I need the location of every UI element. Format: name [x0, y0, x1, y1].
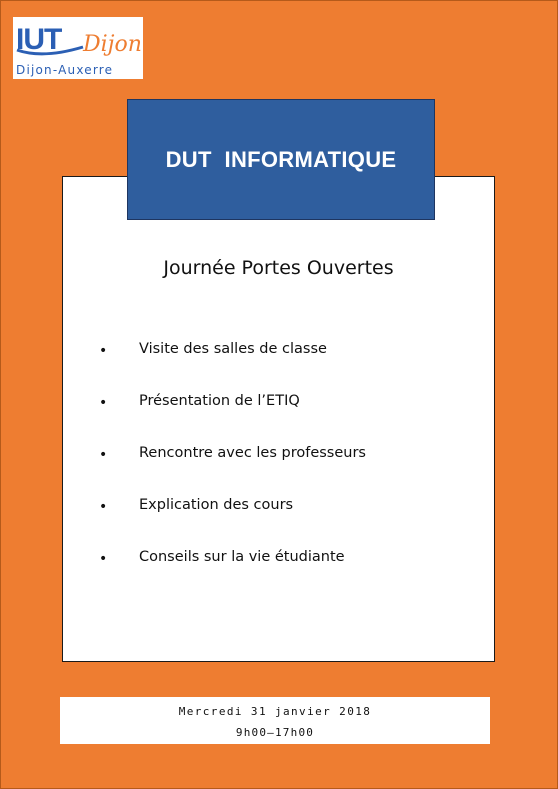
- bullet-icon: •: [99, 343, 108, 359]
- logo-mark-text: IUT: [16, 23, 62, 56]
- logo-location-text: Dijon-Auxerre: [16, 63, 114, 77]
- event-hours: 9h00—17h00: [235, 726, 315, 739]
- event-date: Mercredi 31 janvier 2018: [178, 705, 372, 718]
- title-banner: [127, 99, 435, 220]
- bullet-icon: •: [99, 499, 108, 515]
- page-title: DUT INFORMATIQUE: [165, 146, 397, 172]
- bullet-icon: •: [99, 447, 108, 463]
- event-subtitle: Journée Portes Ouvertes: [163, 257, 394, 279]
- list-item-label: Conseils sur la vie étudiante: [139, 549, 345, 565]
- list-item-label: Visite des salles de classe: [139, 341, 327, 357]
- logo-city-text: Dijon: [83, 32, 142, 57]
- date-footer: [60, 697, 490, 744]
- list-item-label: Explication des cours: [139, 497, 294, 513]
- iut-logo: [13, 17, 143, 79]
- list-item-label: Présentation de l’ETIQ: [139, 393, 300, 409]
- bullet-icon: •: [99, 551, 108, 567]
- content-panel: [62, 176, 495, 662]
- iut-logo-mark: [13, 17, 143, 63]
- list-item-label: Rencontre avec les professeurs: [139, 445, 366, 461]
- bullet-icon: •: [99, 395, 108, 411]
